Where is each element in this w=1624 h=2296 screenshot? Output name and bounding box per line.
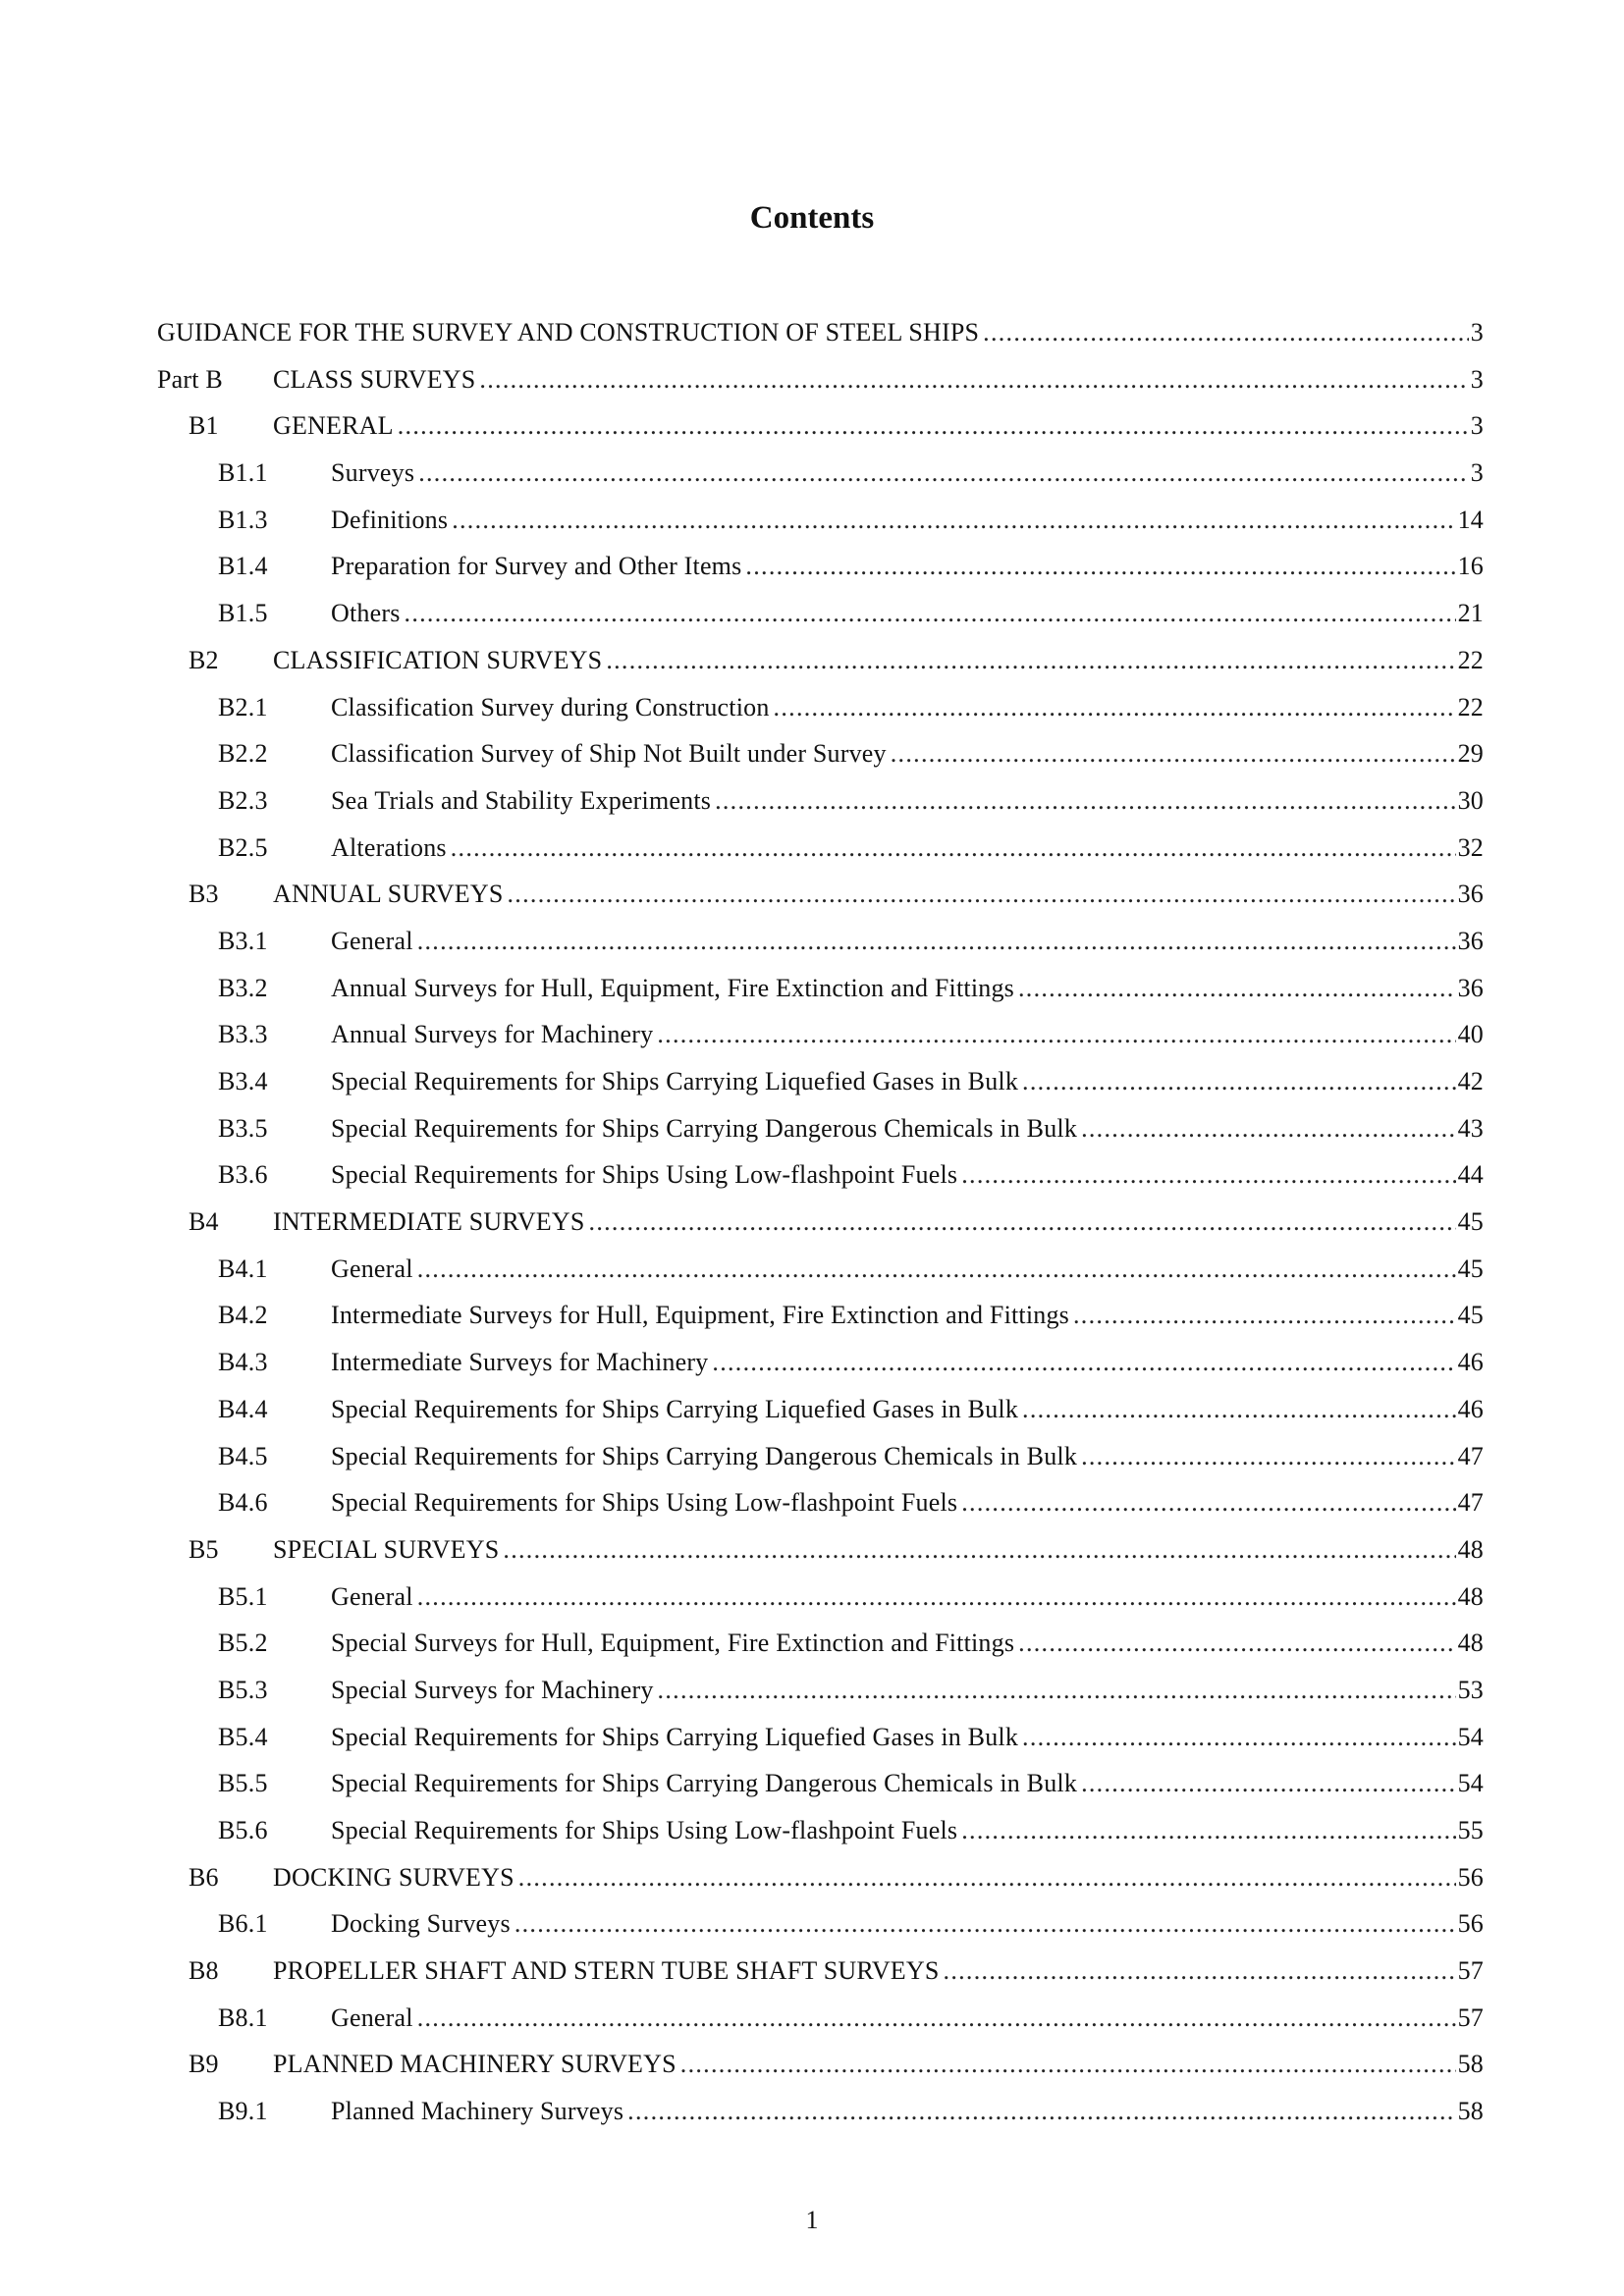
toc-entry-number: B4.3 [218,1348,268,1377]
toc-entry-page: 54 [1457,1722,1484,1751]
toc-entry-number: B5.5 [218,1769,268,1798]
toc-entry-number: B6 [189,1862,219,1892]
toc-entry-page: 32 [1457,832,1484,862]
toc-entry[interactable] [157,506,1484,553]
toc-entry[interactable] [157,1020,1484,1067]
toc-entry-page: 36 [1457,973,1484,1002]
toc-entry-page: 22 [1457,692,1484,721]
toc-entry-number: B5 [189,1534,219,1564]
toc-dot-leader [712,1348,1455,1377]
toc-entry-number: B3.5 [218,1113,268,1143]
toc-dot-leader [589,1207,1456,1237]
toc-entry-title: Special Requirements for Ships Carrying Dangerous Chemicals in Bulk [331,1441,1078,1470]
toc-entry[interactable] [157,1816,1484,1863]
toc-entry-page: 16 [1457,552,1484,581]
toc-entry-page: 46 [1457,1394,1484,1423]
toc-entry-title: General [331,1581,413,1611]
toc-entry-title: INTERMEDIATE SURVEYS [273,1207,585,1237]
toc-entry-number: B5.3 [218,1675,268,1704]
toc-entry-title: GUIDANCE FOR THE SURVEY AND CONSTRUCTION OF STEEL SHIPS [157,318,980,347]
toc-entry-title: GENERAL [273,411,394,441]
toc-entry-number: B4 [189,1207,219,1237]
toc-entry-page: 57 [1457,2002,1484,2032]
toc-entry-title: Intermediate Surveys for Machinery [331,1348,709,1377]
toc-dot-leader [417,927,1456,956]
toc-entry-title: Others [331,599,401,628]
toc-entry[interactable] [157,1723,1484,1770]
toc-entry-page: 56 [1457,1909,1484,1939]
toc-entry[interactable] [157,646,1484,693]
toc-entry-page: 45 [1457,1301,1484,1330]
toc-entry-page: 44 [1457,1160,1484,1190]
toc-entry[interactable] [157,1769,1484,1816]
toc-entry-page: 21 [1457,599,1484,628]
toc-entry-number: B2 [189,645,219,674]
toc-dot-leader [508,880,1456,909]
toc-entry[interactable] [157,458,1484,506]
toc-entry[interactable] [157,1255,1484,1302]
toc-entry-title: Special Requirements for Ships Using Low-flashpoint Fuels [331,1160,958,1190]
toc-entry-title: Special Requirements for Ships Carrying Liquefied Gases in Bulk [331,1394,1019,1423]
toc-entry-page: 48 [1457,1629,1484,1658]
toc-entry-page: 3 [1470,364,1484,394]
toc-entry[interactable] [157,1207,1484,1255]
toc-dot-leader [503,1535,1455,1565]
toc-entry-page: 56 [1457,1862,1484,1892]
toc-dot-leader [1018,974,1456,1003]
toc-entry-title: Special Surveys for Hull, Equipment, Fire Extinction and Fittings [331,1629,1015,1658]
toc-dot-leader [1073,1301,1456,1330]
toc-dot-leader [658,1676,1456,1705]
toc-entry[interactable] [157,1160,1484,1207]
toc-entry-title: Preparation for Survey and Other Items [331,552,742,581]
toc-dot-leader [627,2097,1455,2126]
toc-entry-page: 45 [1457,1254,1484,1283]
toc-entry[interactable] [157,693,1484,740]
toc-entry-number: B4.6 [218,1488,268,1518]
toc-entry-number: B5.1 [218,1581,268,1611]
toc-entry-number: B9.1 [218,2097,268,2126]
toc-entry-page: 48 [1457,1581,1484,1611]
toc-entry[interactable] [157,318,1484,365]
toc-dot-leader [961,1488,1455,1518]
toc-entry-page: 36 [1457,880,1484,909]
toc-entry[interactable] [157,1348,1484,1395]
toc-entry-title: Special Requirements for Ships Carrying Dangerous Chemicals in Bulk [331,1113,1078,1143]
toc-entry[interactable] [157,1629,1484,1676]
toc-entry-page: 36 [1457,926,1484,955]
toc-entry-number: B1.1 [218,458,268,488]
toc-entry-title: Definitions [331,505,449,534]
toc-entry-title: CLASS SURVEYS [273,364,476,394]
toc-entry-title: PROPELLER SHAFT AND STERN TUBE SHAFT SURVEYS [273,1956,940,1986]
toc-entry-title: Special Requirements for Ships Carrying Liquefied Gases in Bulk [331,1067,1019,1095]
toc-dot-leader [1022,1395,1456,1424]
toc-entry-title: SPECIAL SURVEYS [273,1534,500,1564]
toc-entry-page: 54 [1457,1769,1484,1798]
page-title: Contents [749,200,875,236]
toc-entry[interactable] [157,1395,1484,1442]
toc-entry-title: Docking Surveys [331,1909,511,1939]
toc-entry-title: Alterations [331,832,447,862]
toc-dot-leader [417,1582,1456,1612]
toc-entry[interactable] [157,411,1484,458]
toc-entry-page: 45 [1457,1207,1484,1237]
toc-entry-page: 46 [1457,1348,1484,1377]
toc-dot-leader [944,1956,1456,1986]
toc-entry-number: B5.6 [218,1816,268,1844]
toc-dot-leader [657,1020,1455,1049]
toc-entry[interactable] [157,1956,1484,2003]
toc-dot-leader [961,1160,1455,1190]
toc-entry-page: 42 [1457,1067,1484,1095]
toc-entry[interactable] [157,1582,1484,1629]
toc-entry-page: 47 [1457,1441,1484,1470]
toc-entry-number: Part B [157,364,223,394]
table-of-contents [157,318,1484,2144]
toc-entry-number: B2.5 [218,832,268,862]
toc-entry-number: B2.3 [218,785,268,815]
toc-dot-leader [451,833,1456,863]
toc-entry-page: 29 [1457,739,1484,769]
toc-dot-leader [1022,1067,1456,1096]
toc-dot-leader [1081,1769,1456,1798]
toc-entry-title: Annual Surveys for Hull, Equipment, Fire Extinction and Fittings [331,973,1014,1002]
toc-entry-title: Special Requirements for Ships Carrying Liquefied Gases in Bulk [331,1722,1019,1751]
toc-entry[interactable] [157,552,1484,599]
toc-entry-number: B1.5 [218,599,268,628]
toc-entry[interactable] [157,833,1484,881]
toc-entry[interactable] [157,1909,1484,1956]
toc-entry-page: 58 [1457,2050,1484,2079]
toc-dot-leader [774,693,1456,722]
toc-entry[interactable] [157,2097,1484,2144]
toc-entry-title: Planned Machinery Surveys [331,2097,624,2126]
toc-dot-leader [405,599,1456,628]
toc-entry-number: B2.1 [218,692,268,721]
toc-entry-title: Classification Survey of Ship Not Built under Survey [331,739,887,769]
toc-entry[interactable] [157,786,1484,833]
toc-dot-leader [1022,1723,1456,1752]
toc-dot-leader [418,458,1469,488]
toc-entry[interactable] [157,1114,1484,1161]
toc-entry-title: Sea Trials and Stability Experiments [331,785,712,815]
toc-dot-leader [1081,1442,1456,1471]
toc-entry-number: B8 [189,1956,219,1986]
toc-entry[interactable] [157,1301,1484,1348]
toc-dot-leader [1018,1629,1455,1658]
toc-entry-number: B9 [189,2050,219,2079]
toc-entry-number: B4.4 [218,1394,268,1423]
toc-entry-page: 3 [1470,411,1484,441]
toc-entry-number: B3.2 [218,973,268,1002]
toc-entry-number: B1 [189,411,219,441]
toc-entry-title: Annual Surveys for Machinery [331,1020,654,1049]
toc-dot-leader [606,646,1455,675]
toc-entry[interactable] [157,974,1484,1021]
toc-entry-number: B5.4 [218,1722,268,1751]
toc-entry-title: Special Requirements for Ships Using Low-flashpoint Fuels [331,1488,958,1518]
toc-entry-page: 47 [1457,1488,1484,1518]
toc-entry[interactable] [157,365,1484,412]
toc-dot-leader [1081,1114,1456,1144]
toc-dot-leader [961,1816,1455,1845]
toc-entry[interactable] [157,927,1484,974]
toc-entry[interactable] [157,1067,1484,1114]
toc-entry-number: B5.2 [218,1629,268,1658]
toc-entry-title: CLASSIFICATION SURVEYS [273,645,603,674]
toc-entry-title: Surveys [331,458,415,488]
toc-entry-title: PLANNED MACHINERY SURVEYS [273,2050,677,2079]
toc-entry-title: Intermediate Surveys for Hull, Equipment, Fire Extinction and Fittings [331,1301,1069,1330]
toc-dot-leader [518,1863,1456,1893]
toc-dot-leader [452,506,1455,535]
toc-entry-title: General [331,1254,413,1283]
toc-entry[interactable] [157,599,1484,646]
toc-entry[interactable] [157,1442,1484,1489]
toc-entry-page: 3 [1470,458,1484,488]
toc-dot-leader [417,1255,1456,1284]
toc-dot-leader [715,786,1456,816]
toc-entry-number: B6.1 [218,1909,268,1939]
toc-entry-title: General [331,926,413,955]
toc-dot-leader [745,552,1455,581]
toc-entry-number: B4.5 [218,1441,268,1470]
toc-dot-leader [514,1909,1456,1939]
toc-entry-number: B2.2 [218,739,268,769]
toc-entry[interactable] [157,1863,1484,1910]
toc-entry-page: 43 [1457,1113,1484,1143]
toc-entry-number: B3.6 [218,1160,268,1190]
toc-entry-page: 30 [1457,785,1484,815]
toc-entry-title: DOCKING SURVEYS [273,1862,514,1892]
toc-entry-number: B3.4 [218,1067,268,1095]
toc-entry[interactable] [157,880,1484,927]
toc-entry[interactable] [157,1535,1484,1582]
toc-entry[interactable] [157,1488,1484,1535]
toc-dot-leader [680,2050,1456,2079]
toc-entry-title: Special Surveys for Machinery [331,1675,654,1704]
toc-entry-page: 57 [1457,1956,1484,1986]
toc-entry-number: B8.1 [218,2002,268,2032]
toc-dot-leader [891,739,1456,769]
toc-entry[interactable] [157,739,1484,786]
toc-entry-number: B1.4 [218,552,268,581]
toc-dot-leader [479,365,1468,395]
toc-entry[interactable] [157,1676,1484,1723]
toc-entry-number: B4.1 [218,1254,268,1283]
toc-entry[interactable] [157,2003,1484,2051]
toc-entry-page: 58 [1457,2097,1484,2126]
toc-dot-leader [417,2003,1456,2033]
toc-entry-title: Classification Survey during Construction [331,692,770,721]
toc-entry-page: 14 [1457,505,1484,534]
toc-entry-number: B1.3 [218,505,268,534]
toc-entry-title: Special Requirements for Ships Using Low-flashpoint Fuels [331,1816,958,1844]
toc-entry-title: Special Requirements for Ships Carrying Dangerous Chemicals in Bulk [331,1769,1078,1798]
page-number: 1 [805,2206,819,2234]
toc-entry-page: 53 [1457,1675,1484,1704]
toc-entry-page: 22 [1457,645,1484,674]
toc-entry-title: ANNUAL SURVEYS [273,880,504,909]
toc-entry-page: 55 [1457,1816,1484,1844]
toc-entry[interactable] [157,2050,1484,2097]
toc-entry-page: 40 [1457,1020,1484,1049]
toc-entry-number: B3 [189,880,219,909]
toc-dot-leader [983,318,1469,347]
toc-entry-page: 48 [1457,1534,1484,1564]
toc-dot-leader [398,411,1469,441]
toc-entry-page: 3 [1470,318,1484,347]
toc-entry-number: B4.2 [218,1301,268,1330]
toc-entry-number: B3.3 [218,1020,268,1049]
toc-entry-number: B3.1 [218,926,268,955]
toc-entry-title: General [331,2002,413,2032]
